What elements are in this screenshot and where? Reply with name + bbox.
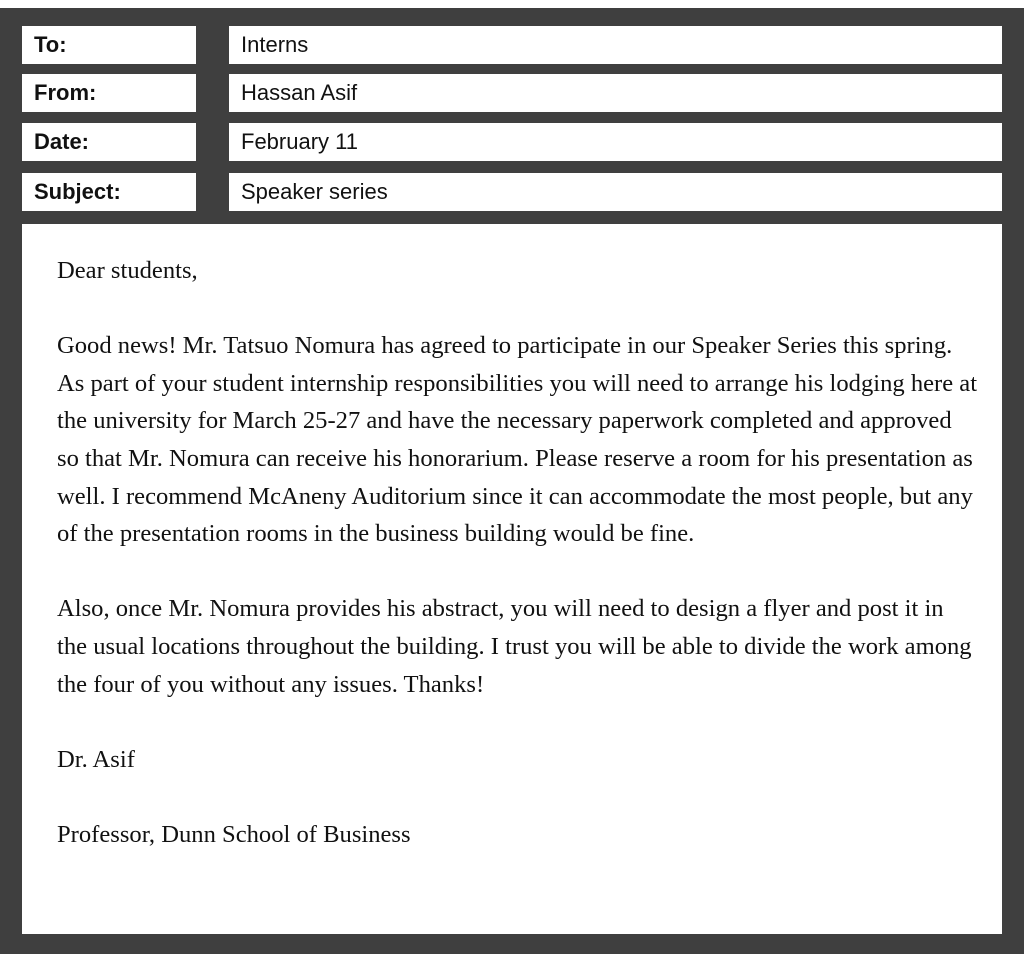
header-row-date [22, 123, 1002, 161]
header-row-subject [22, 173, 1002, 211]
date-label: Date: [22, 123, 196, 161]
body-paragraph-2: Also, once Mr. Nomura provides his abstract, you will need to design a flyer and post it in the usual locations throughout the building. I trust you will be able to divide the work among the four of you without any issues. Thanks! [57, 595, 972, 698]
header-row-to [22, 26, 1002, 64]
signature-title: Professor, Dunn School of Business [57, 820, 411, 848]
from-label: From: [22, 74, 196, 112]
subject-value: Speaker series [229, 173, 1002, 211]
body-paragraph-1: Good news! Mr. Tatsuo Nomura has agreed to participate in our Speaker Series this spring. As part of your student internship responsibilities you will need to arrange his lodging here at the university for March 25-27 and have the necessary paperwork completed and approved so that Mr. Nomura can receive his honorarium. Please reserve a room for his presentation as well. I recommend McAneny Auditorium since it can accommodate the most people, but any of the presentation rooms in the business building would be fine. [57, 332, 978, 548]
subject-label: Subject: [22, 173, 196, 211]
date-value: February 11 [229, 123, 1002, 161]
from-value: Hassan Asif [229, 74, 1002, 112]
memo-frame [0, 8, 1024, 954]
to-label: To: [22, 26, 196, 64]
signature-name: Dr. Asif [57, 745, 135, 773]
greeting: Dear students, [57, 257, 198, 284]
memo-body [22, 224, 1002, 934]
to-value: Interns [229, 26, 1002, 64]
header-row-from [22, 74, 1002, 112]
